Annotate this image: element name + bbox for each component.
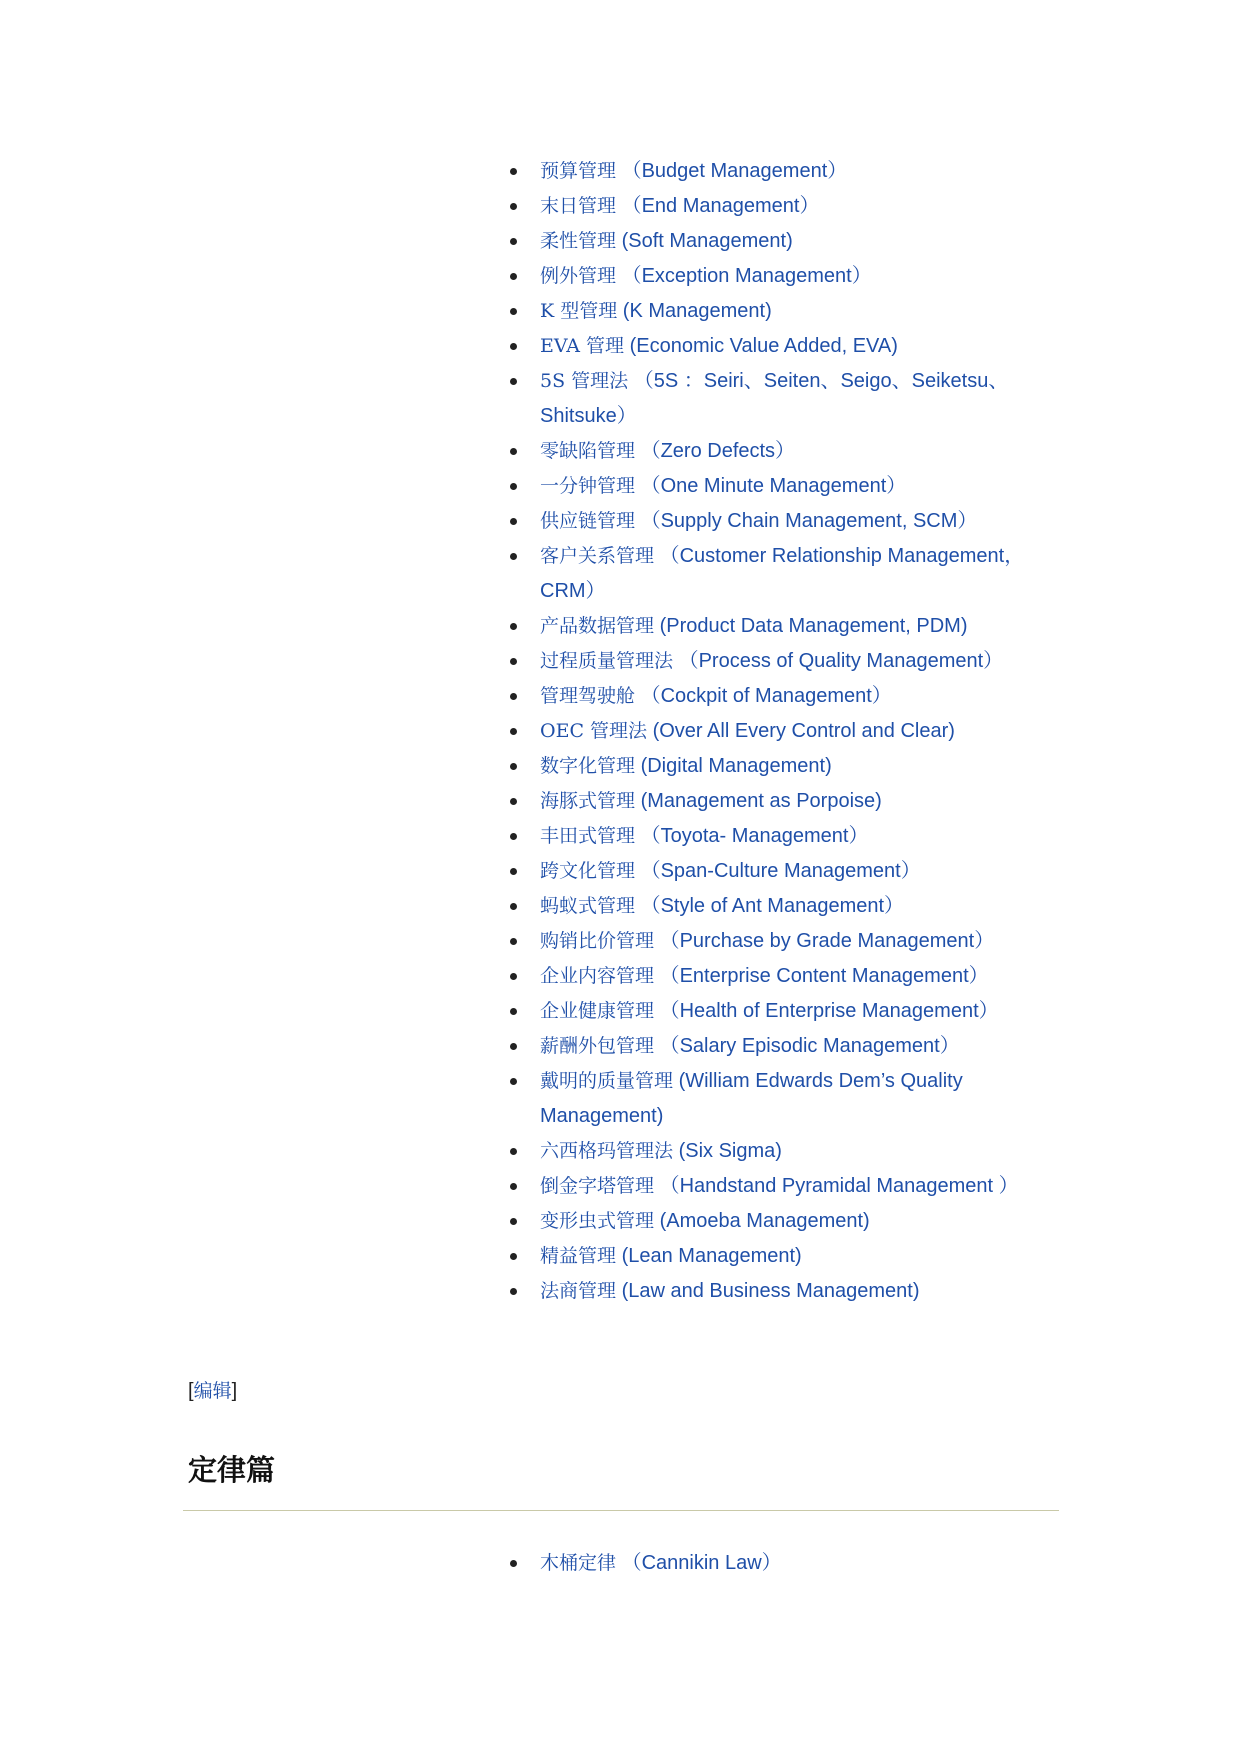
item-chinese-link[interactable]: 法商管理 [540,1280,617,1302]
item-chinese-link[interactable]: 丰田式管理 [540,825,636,847]
item-english-link[interactable]: （Enterprise Content Management） [659,965,989,987]
item-english-link[interactable]: （One Minute Management） [640,475,907,497]
item-chinese-link[interactable]: 倒金字塔管理 [540,1175,655,1197]
bullet-icon [510,833,517,840]
item-english-link[interactable]: （Toyota- Management） [640,825,869,847]
bullet-icon [510,448,517,455]
item-chinese-link[interactable]: 精益管理 [540,1245,617,1267]
list-item [510,1204,1050,1239]
item-english-link[interactable]: (Law and Business Management) [621,1280,920,1302]
list-item [510,714,1050,749]
list-item [510,224,1050,259]
item-english-link[interactable]: (Digital Management) [640,755,832,777]
list-item [510,749,1050,784]
bullet-icon [510,1043,517,1050]
list-item [510,539,1050,609]
item-english-link[interactable]: (Product Data Management, PDM) [659,615,968,637]
list-item [510,819,1050,854]
item-chinese-link[interactable]: 六西格玛管理法 [540,1140,674,1162]
bullet-icon [510,938,517,945]
item-chinese-link[interactable]: 产品数据管理 [540,615,655,637]
list-item [510,644,1050,679]
item-chinese-link[interactable]: 木桶定律 [540,1552,617,1574]
bullet-icon [510,1148,517,1155]
item-chinese-link[interactable]: 例外管理 [540,265,617,287]
bullet-icon [510,168,517,175]
item-chinese-link[interactable]: EVA 管理 [540,335,625,357]
list-item [510,1134,1050,1169]
item-chinese-link[interactable]: 供应链管理 [540,510,636,532]
laws-list [510,1546,1050,1581]
list-item [510,294,1050,329]
list-item [510,1274,1050,1309]
bullet-icon [510,763,517,770]
list-item [510,434,1050,469]
item-chinese-link[interactable]: 5S 管理法 [540,370,629,392]
item-chinese-link[interactable]: 企业健康管理 [540,1000,655,1022]
list-item [510,784,1050,819]
bullet-icon [510,623,517,630]
item-english-link[interactable]: (Lean Management) [621,1245,802,1267]
list-item [510,504,1050,539]
bullet-icon [510,1288,517,1295]
bullet-icon [510,308,517,315]
list-item [510,469,1050,504]
item-english-link[interactable]: (Over All Every Control and Clear) [652,720,955,742]
heading-divider [183,1510,1059,1511]
item-chinese-link[interactable]: 购销比价管理 [540,930,655,952]
item-english-link[interactable]: (Economic Value Added, EVA) [629,335,898,357]
list-item [510,329,1050,364]
bullet-icon [510,1253,517,1260]
bullet-icon [510,378,517,385]
item-chinese-link[interactable]: 零缺陷管理 [540,440,636,462]
bullet-icon [510,203,517,210]
item-english-link[interactable]: (Six Sigma) [678,1140,782,1162]
item-english-link[interactable]: (Amoeba Management) [659,1210,870,1232]
item-chinese-link[interactable]: 预算管理 [540,160,617,182]
item-chinese-link[interactable]: 一分钟管理 [540,475,636,497]
item-chinese-link[interactable]: 跨文化管理 [540,860,636,882]
bullet-icon [510,973,517,980]
list-item [510,1064,1050,1134]
item-english-link[interactable]: (William Edwards Dem’s Quality Management) [540,1070,963,1127]
item-english-link[interactable]: （Health of Enterprise Management） [659,1000,999,1022]
list-item [510,364,1050,434]
bullet-icon [510,1078,517,1085]
item-english-link[interactable]: （Zero Defects） [640,440,796,462]
item-english-link[interactable]: (Soft Management) [621,230,793,252]
item-chinese-link[interactable]: 变形虫式管理 [540,1210,655,1232]
list-item [510,1239,1050,1274]
list-item [510,994,1050,1029]
bullet-icon [510,273,517,280]
section-heading: 定律篇 [188,1453,276,1487]
list-item [510,1029,1050,1064]
bullet-icon [510,518,517,525]
item-chinese-link[interactable]: 企业内容管理 [540,965,655,987]
edit-open-bracket: [ [188,1380,194,1402]
item-english-link[interactable]: （Span-Culture Management） [640,860,921,882]
bullet-icon [510,798,517,805]
list-item [510,959,1050,994]
item-english-link[interactable]: （Purchase by Grade Management） [659,930,995,952]
item-chinese-link[interactable]: 柔性管理 [540,230,617,252]
bullet-icon [510,868,517,875]
item-chinese-link[interactable]: OEC 管理法 [540,720,648,742]
item-english-link[interactable]: （Supply Chain Management, SCM） [640,510,978,532]
bullet-icon [510,693,517,700]
item-chinese-link[interactable]: 蚂蚁式管理 [540,895,636,917]
item-english-link[interactable]: （5S ：Seiri、Seiten、Seigo、Seiketsu、Shitsuke） [540,370,1009,427]
item-english-link[interactable]: (K Management) [622,300,772,322]
bullet-icon [510,343,517,350]
item-english-link[interactable]: （End Management） [621,195,820,217]
item-chinese-link[interactable]: 数字化管理 [540,755,636,777]
item-chinese-link[interactable]: 戴明的质量管理 [540,1070,674,1092]
bullet-icon [510,1218,517,1225]
item-english-link[interactable]: （Handstand Pyramidal Management ） [659,1175,1019,1197]
list-item [510,1546,1050,1581]
list-item [510,189,1050,224]
list-item [510,1169,1050,1204]
item-chinese-link[interactable]: 薪酬外包管理 [540,1035,655,1057]
item-chinese-link[interactable]: 管理驾驶舱 [540,685,636,707]
item-english-link[interactable]: （Exception Management） [621,265,872,287]
bullet-icon [510,553,517,560]
bullet-icon [510,1008,517,1015]
bullet-icon [510,1560,517,1567]
bullet-icon [510,658,517,665]
item-chinese-link[interactable]: 末日管理 [540,195,617,217]
bullet-icon [510,238,517,245]
item-chinese-link[interactable]: 客户关系管理 [540,545,655,567]
item-chinese-link[interactable]: K 型管理 [540,300,618,322]
item-english-link[interactable]: （Process of Quality Management） [678,650,1004,672]
list-item [510,854,1050,889]
bullet-icon [510,483,517,490]
list-item [510,609,1050,644]
list-item [510,924,1050,959]
item-english-link[interactable]: （Cannikin Law） [621,1552,782,1574]
item-english-link[interactable]: （Cockpit of Management） [640,685,892,707]
item-english-link[interactable]: (Management as Porpoise) [640,790,882,812]
list-item [510,154,1050,189]
bullet-icon [510,728,517,735]
item-chinese-link[interactable]: 海豚式管理 [540,790,636,812]
item-english-link[interactable]: （Customer Relationship Management，CRM） [540,545,1025,602]
item-chinese-link[interactable]: 过程质量管理法 [540,650,674,672]
list-item [510,259,1050,294]
item-english-link[interactable]: （Budget Management） [621,160,848,182]
bullet-icon [510,1183,517,1190]
edit-link[interactable]: 编辑 [193,1380,232,1402]
item-english-link[interactable]: （Salary Episodic Management） [659,1035,960,1057]
bullet-icon [510,903,517,910]
management-methods-list [510,154,1050,1309]
list-item [510,679,1050,714]
item-english-link[interactable]: （Style of Ant Management） [640,895,905,917]
edit-section-link-wrapper [188,1376,237,1403]
list-item [510,889,1050,924]
edit-close-bracket: ] [231,1380,238,1402]
